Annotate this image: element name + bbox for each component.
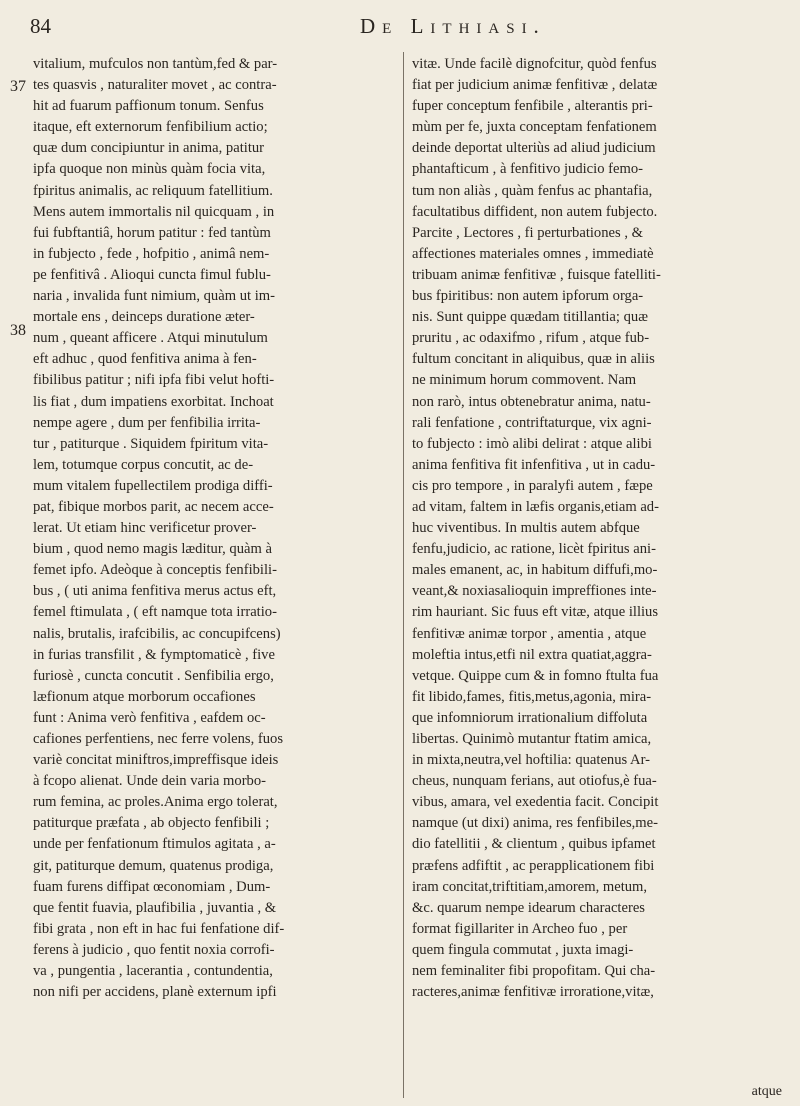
text-line: pruritu , ac odaxifmo , rifum , atque fub- [412,330,650,347]
text-line: ferens à judicio , quo fentit noxia corrofi- [33,941,275,958]
margin-number: 38 [10,322,26,339]
text-line: fuper conceptum fenfibile , alterantis pri- [412,98,653,115]
text-line: nalis, brutalis, irafcibilis, ac concupifcens) [33,625,281,642]
text-line: facultatibus diffident, non autem fubjecto. [412,203,658,220]
text-line: quæ dum concipiuntur in anima, patitur [33,140,265,157]
text-line: femet ipfo. Adeòque à conceptis fenfibili- [33,562,277,579]
text-line: cheus, nunquam ferians, aut otiofus,è fua- [412,773,657,790]
text-line: fuam furens diffipat œconomiam , Dum- [33,878,271,895]
text-line: fenfu,judicio, ac ratione, licèt fpiritus ani- [412,541,656,558]
text-line: vetque. Quippe cum & in fomno ftulta fua [412,667,659,684]
text-line: git, patiturque demum, quatenus prodiga, [33,857,274,874]
text-line: males emanent, ac, in habitum diffufi,mo- [412,562,658,579]
margin-number: 37 [10,78,26,95]
text-line: variè concitat miniftros,impreffisque ideis [33,752,279,769]
text-line: bium , quod nemo magis læditur, quàm à [33,541,272,558]
left-column [33,54,395,1003]
text-line: vibus, amara, vel exedentia facit. Concipit [412,794,659,811]
text-line: eft adhuc , quod fenfitiva anima à fen- [33,351,257,368]
text-line: mum vitalem fupellectilem prodiga diffi- [33,477,273,494]
text-line: læfionum atque morborum occafiones [33,688,256,705]
text-line: vitalium, mufculos non tantùm,fed & par- [33,56,278,72]
text-line: nem feminaliter fibi propofitam. Qui cha- [412,963,656,980]
text-line: ne minimum horum commovent. Nam [412,372,637,389]
text-line: fit libido,fames, fitis,metus,agonia, mira- [412,688,652,705]
text-line: deinde deportat ulteriùs ad aliud judicium [412,140,656,157]
text-line: tribuam animæ fenfitivæ , fuisque fatelliti- [412,266,661,283]
text-line: rali fenfatione , contriftaturque, vix agni- [412,414,652,431]
text-line: tes quasvis , naturaliter movet , ac contra- [33,77,277,94]
text-line: veant,& noxiasalioquin impreffiones inte- [412,583,657,600]
page-number: 84 [30,14,51,38]
text-line: anima fenfitiva fit infenfitiva , ut in cadu- [412,456,656,473]
text-line: bus fpiritibus: non autem ipforum orga- [412,288,644,305]
text-line: tur , patiturque . Siquidem fpiritum vita- [33,435,269,452]
text-line: lem, totumque corpus concutit, ac de- [33,456,254,473]
text-line: rum femina, ac proles.Anima ergo tolerat, [33,794,278,811]
text-line: hit ad fuarum paffionum tonum. Senfus [33,98,264,115]
text-line: funt : Anima verò fenfitiva , eafdem oc- [33,709,266,726]
text-line: bus , ( uti anima fenfitiva merus actus eft, [33,583,277,600]
text-line: mùm per fe, juxta conceptam fenfationem [412,119,657,136]
text-line: fenfitivæ animæ torpor , amentia , atque [412,625,647,642]
text-line: furiosè , cuncta concutit . Senfibilia ergo, [33,667,274,684]
text-line: &c. quarum nempe idearum characteres [412,899,645,916]
text-line: va , pungentia , lacerantia , contundentia, [33,963,273,980]
text-line: racteres,animæ fenfitivæ irroratione,vitæ, [412,984,654,1001]
text-line: que fentit fuavia, plaufibilia , juvantia , & [33,899,277,916]
text-line: in fubjecto , fede , hofpitio , animâ nem- [33,245,270,262]
text-line: mortale ens , deinceps duratione æter- [33,309,255,326]
text-line: que infomniorum irrationalium diffoluta [412,709,648,726]
text-line: fpiritus animalis, ac reliquum fatellitium. [33,182,273,199]
text-line: fibilibus patitur ; nifi ipfa fibi velut hofti- [33,372,275,389]
text-line: moleftia intus,etfi nil extra quatiat,aggra- [412,646,652,663]
text-line: tum non aliàs , quàm fenfus ac phantafia, [412,182,653,199]
text-line: Mens autem immortalis nil quicquam , in [33,203,275,220]
right-column [412,54,782,1003]
text-line: dio fatellitii , & clientum , quibus ipfamet [412,836,656,853]
text-line: non rarò, intus obtenebratur anima, natu- [412,393,651,410]
text-line: to fubjecto : imò alibi delirat : atque alibi [412,435,652,452]
text-line: unde per fenfationum ftimulos agitata , a- [33,836,276,853]
text-line: lis fiat , dum impatiens exorbitat. Inchoat [33,393,274,410]
text-line: in furias transfilit , & fymptomaticè , five [33,646,275,663]
text-line: patiturque præfata , ab objecto fenfibili ; [33,815,270,832]
text-line: naria , invalida funt nimium, quàm ut im- [33,288,275,305]
text-line: format figillariter in Archeo fuo , per [412,920,628,937]
column-divider [403,52,404,1098]
text-line: iram concitat,triftitiam,amorem, metum, [412,878,648,895]
text-line: fiat per judicium animæ fenfitivæ , delatæ [412,77,658,94]
text-line: vitæ. Unde facilè dignofcitur, quòd fenfus [412,56,657,72]
text-line: à fcopo alienat. Unde dein varia morbo- [33,773,267,790]
text-line: non nifi per accidens, planè externum ipfi [33,984,277,1001]
text-line: Parcite , Lectores , fi perturbationes , & [412,224,643,241]
catchword: atque [751,1084,782,1099]
text-line: fultum concitant in aliquibus, quæ in aliis [412,351,655,368]
text-line: libertas. Quinimò mutantur ftatim amica, [412,731,652,747]
text-line: affectiones materiales omnes , immediatè [412,245,654,262]
text-line: fibi grata , non eft in hac fui fenfatione dif- [33,920,285,937]
text-line: pat, fibique morbos parit, ac necem acce- [33,498,274,515]
text-line: pe fenfitivâ . Alioqui cuncta fimul fublu- [33,266,271,283]
text-line: huc viventibus. In multis autem abfque [412,520,640,537]
text-line: rim hauriant. Sic fuus eft vitæ, atque illius [412,604,659,621]
text-line: lerat. Ut etiam hinc verificetur prover- [33,520,257,537]
text-line: itaque, eft externorum fenfibilium actio; [33,119,268,136]
text-line: nis. Sunt quippe quædam titillantia; quæ [412,309,648,326]
text-line: præfens adfiftit , ac perapplicationem fibi [412,857,655,874]
page-header [30,6,770,46]
text-line: ad vitam, faltem in læfis organis,etiam ad- [412,498,659,515]
text-line: num , queant afficere . Atqui minutulum [33,330,268,347]
text-line: ipfa quoque non minùs quàm focia vita, [33,161,266,178]
text-line: cafiones perfentiens, nec ferre volens, fuos [33,731,284,747]
text-line: nempe agere , dum per fenfibilia irrita- [33,414,261,431]
text-line: in mixta,neutra,vel hoftilia: quatenus Ar- [412,752,651,769]
text-line: phantafticum , à fenfitivo judicio femo- [412,161,643,178]
text-line: namque (ut dixi) anima, res fenfibiles,me- [412,815,658,832]
text-line: femel ftimulata , ( eft namque tota irratio- [33,604,277,621]
text-line: quem fingula commutat , juxta imagi- [412,941,634,958]
text-line: fui fubftantiâ, horum patitur : fed tantùm [33,224,271,241]
running-title: De Lithiasi. [360,14,546,38]
text-line: cis pro tempore , in paralyfi autem , fæpe [412,477,653,494]
